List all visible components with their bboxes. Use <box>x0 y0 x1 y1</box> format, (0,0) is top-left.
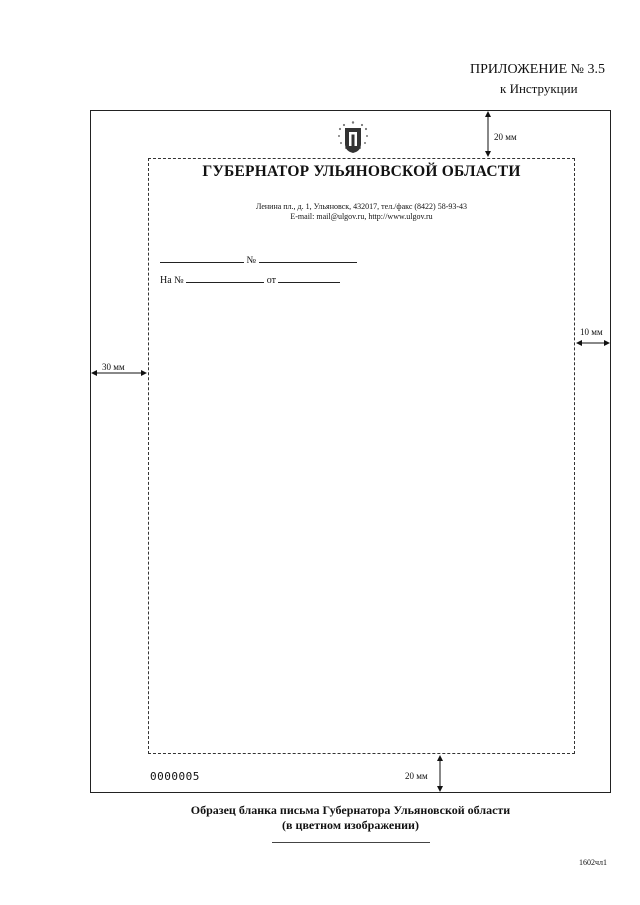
reply-reference-row <box>160 272 340 286</box>
caption-subtitle: (в цветном изображении) <box>282 818 419 832</box>
number-blank <box>259 252 357 263</box>
page-code: 1602чл1 <box>579 858 608 867</box>
appendix-label: ПРИЛОЖЕНИЕ № 3.5 <box>470 62 605 77</box>
outgoing-number-row <box>160 252 357 266</box>
letterhead-address: Ленина пл., д. 1, Ульяновск, 432017, тел./факс (8422) 58-93-43 <box>255 202 468 211</box>
top-margin-label: 20 мм <box>494 132 517 142</box>
letterhead-contacts: E-mail: mail@ulgov.ru, http://www.ulgov.ru <box>290 212 433 221</box>
bottom-margin-label: 20 мм <box>405 771 428 781</box>
caption-title: Образец бланка письма Губернатора Ульяновской области <box>190 803 511 817</box>
from-label: от <box>266 275 276 286</box>
left-margin-label: 30 мм <box>102 362 125 372</box>
right-margin-label: 10 мм <box>580 327 603 337</box>
letterhead-print-area <box>148 158 575 754</box>
reply-prefix: На № <box>160 275 184 286</box>
reply-date-blank <box>278 272 340 283</box>
number-sign: № <box>246 255 257 266</box>
coat-of-arms-emblem-icon <box>334 120 372 154</box>
appendix-reference: к Инструкции <box>500 81 578 96</box>
caption-underline <box>272 842 430 843</box>
letterhead-title: ГУБЕРНАТОР УЛЬЯНОВСКОЙ ОБЛАСТИ <box>202 163 521 180</box>
reply-number-blank <box>186 272 264 283</box>
form-serial-number: 0000005 <box>150 770 200 783</box>
date-blank <box>160 252 244 263</box>
